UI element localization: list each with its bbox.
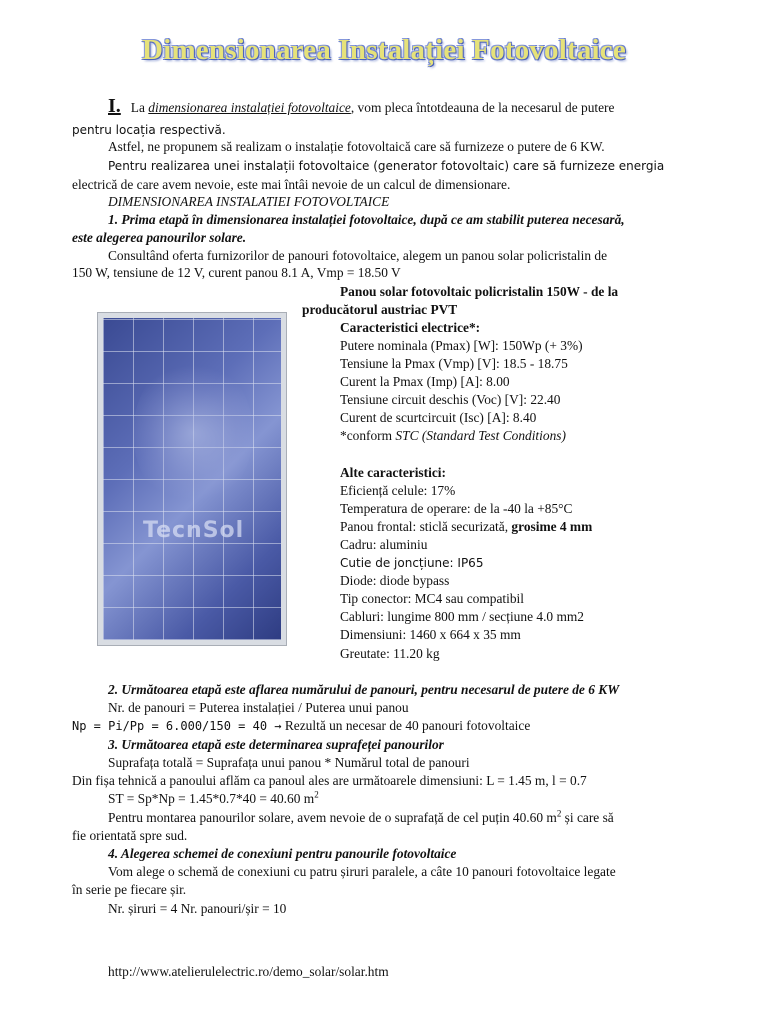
spec-line: Diode: diode bypass bbox=[340, 573, 450, 588]
topic-link[interactable]: dimensionarea instalației fotovoltaice bbox=[148, 100, 351, 115]
other-specs-heading: Alte caracteristici: bbox=[340, 465, 446, 480]
step-2-heading: 2. Următoarea etapă este aflarea numărului de panouri, pentru necesarul de putere de 6 KW bbox=[108, 682, 620, 697]
spec-line: Tensiune circuit deschis (Voc) [V]: 22.40 bbox=[340, 392, 561, 407]
solar-panel-image bbox=[97, 312, 287, 646]
intro-line-1: I. La dimensionarea instalației fotovoltaice, vom pleca întotdeauna de la necesarul de putere bbox=[108, 95, 615, 117]
intro-line-7: 150 W, tensiune de 12 V, curent panou 8.1 A, Vmp = 18.50 V bbox=[72, 265, 401, 280]
intro-line-5: electrică de care avem nevoie, este mai întâi nevoie de un calcul de dimensionare. bbox=[72, 177, 511, 192]
connection-line-cont: în serie pe fiecare șir. bbox=[72, 882, 187, 897]
np-formula-line: Np = Pi/Pp = 6.000/150 = 40 → Rezultă un necesar de 40 panouri fotovoltaice bbox=[72, 718, 531, 733]
strings-line: Nr. șiruri = 4 Nr. panouri/șir = 10 bbox=[108, 901, 287, 916]
connection-line: Vom alege o schemă de conexiuni cu patru șiruri paralele, a câte 10 panouri fotovoltaice legate bbox=[108, 864, 616, 879]
electrical-specs-heading: Caracteristici electrice*: bbox=[340, 320, 481, 335]
spec-line: Tip conector: MC4 sau compatibil bbox=[340, 591, 524, 606]
panel-title: Panou solar fotovoltaic policristalin 150W - de la bbox=[340, 284, 619, 299]
spec-line: Temperatura de operare: de la -40 la +85°C bbox=[340, 501, 573, 516]
intro-line-6: Consultând oferta furnizorilor de panouri fotovoltaice, alegem un panou solar policristalin de bbox=[108, 248, 608, 263]
step-3-heading: 3. Următoarea etapă este determinarea suprafeței panourilor bbox=[108, 737, 444, 752]
spec-line: Dimensiuni: 1460 x 664 x 35 mm bbox=[340, 627, 521, 642]
spec-line: Greutate: 11.20 kg bbox=[340, 646, 440, 661]
footer-url[interactable]: http://www.atelierulelectric.ro/demo_solar/solar.htm bbox=[108, 964, 389, 979]
mounting-line: Pentru montarea panourilor solare, avem nevoie de o suprafață de cel puțin 40.60 $m^2$ și care să bbox=[108, 808, 614, 825]
section-heading: DIMENSIONAREA INSTALATIEI FOTOVOLTAICE bbox=[108, 194, 390, 209]
panel-title-cont: producătorul austriac PVT bbox=[302, 302, 458, 317]
spec-line: Cabluri: lungime 800 mm / secțiune 4.0 mm2 bbox=[340, 609, 584, 624]
intro-line-3: Astfel, ne propunem să realizam o instalație fotovoltaică care să furnizeze o putere de 6 KW. bbox=[108, 139, 605, 154]
intro-line-2: pentru locația respectivă. bbox=[72, 123, 226, 137]
stc-note: *conform STC (Standard Test Conditions) bbox=[340, 428, 566, 443]
spec-line: Panou frontal: sticlă securizată, grosime 4 mm bbox=[340, 519, 593, 534]
step-1-heading: 1. Prima etapă în dimensionarea instalației fotovoltaice, după ce am stabilit puterea necesară, bbox=[108, 212, 625, 227]
spec-line: Eficiență celule: 17% bbox=[340, 483, 456, 498]
spec-line: Cutie de joncțiune: IP65 bbox=[340, 556, 484, 570]
st-formula: ST = Sp*Np = 1.45*0.7*40 = 40.60 $m^2$ bbox=[108, 789, 319, 806]
panel-dimensions-line: Din fișa tehnică a panoului aflăm ca panoul ales are următoarele dimensiuni: L = 1.45 m, l = 0.7 bbox=[72, 773, 587, 788]
spec-line: Tensiune la Pmax (Vmp) [V]: 18.5 - 18.75 bbox=[340, 356, 568, 371]
mounting-line-cont: fie orientată spre sud. bbox=[72, 828, 188, 843]
step-4-heading: 4. Alegerea schemei de conexiuni pentru panourile fotovoltaice bbox=[108, 846, 457, 861]
panel-watermark-logo: TecnSol bbox=[143, 518, 245, 543]
intro-line-4: Pentru realizarea unei instalații fotovoltaice (generator fotovoltaic) care să furnizeze energia bbox=[108, 159, 665, 173]
spec-line: Curent la Pmax (Imp) [A]: 8.00 bbox=[340, 374, 510, 389]
spec-line: Curent de scurtcircuit (Isc) [A]: 8.40 bbox=[340, 410, 537, 425]
step-1-heading-cont: este alegerea panourilor solare. bbox=[72, 230, 247, 245]
st-definition: Suprafața totală = Suprafața unui panou * Numărul total de panouri bbox=[108, 755, 470, 770]
spec-line: Cadru: aluminiu bbox=[340, 537, 428, 552]
spec-line: Putere nominala (Pmax) [W]: 150Wp (+ 3%) bbox=[340, 338, 583, 353]
np-definition: Nr. de panouri = Puterea instalației / Puterea unui panou bbox=[108, 700, 409, 715]
section-number: I. bbox=[108, 95, 121, 117]
document-title: Dimensionarea Instalației Fotovoltaice bbox=[142, 34, 626, 66]
